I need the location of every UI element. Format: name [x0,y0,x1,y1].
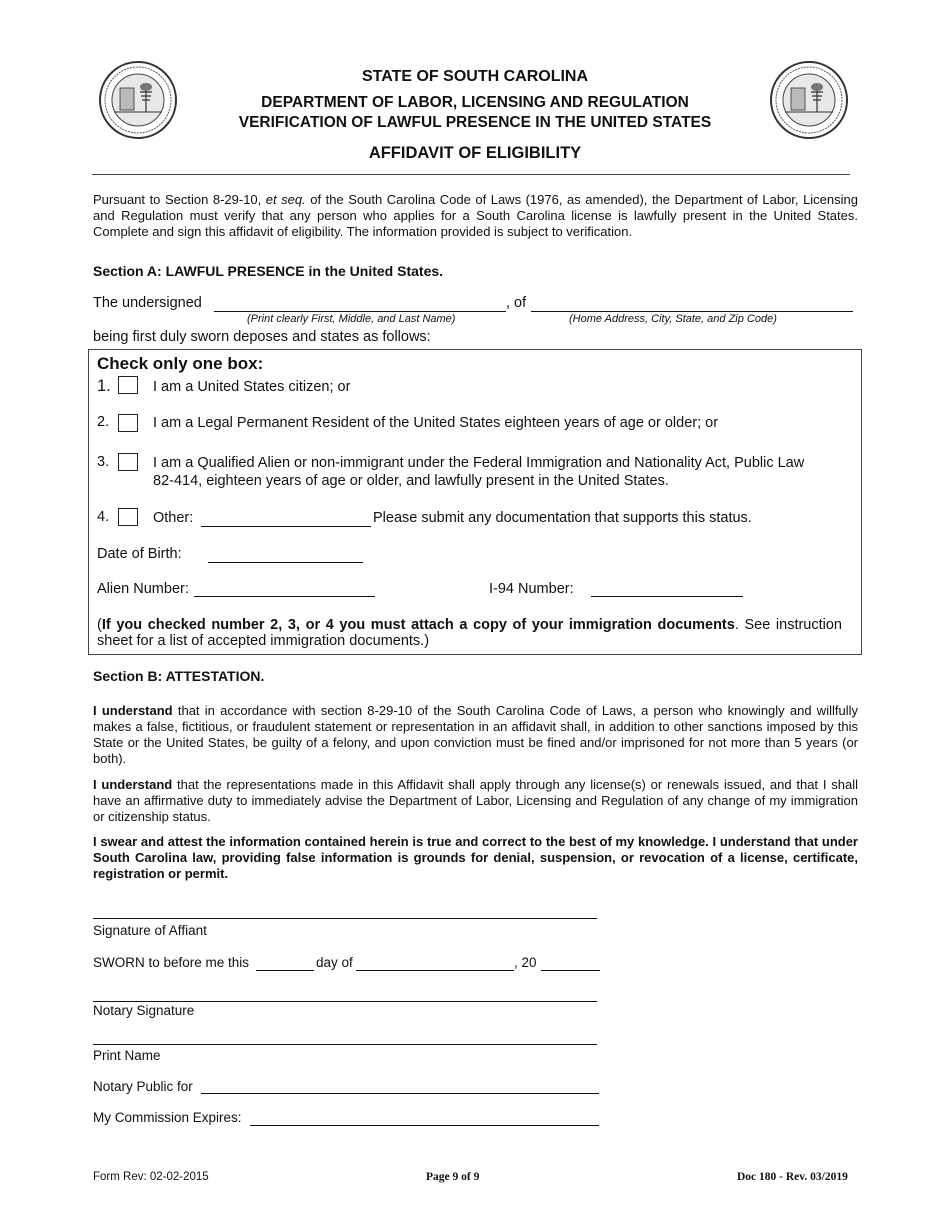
name-input[interactable] [214,311,506,312]
option-2-number: 2. [97,414,110,430]
dob-input[interactable] [208,562,363,563]
day-of-label: day of [316,955,353,970]
option-1-text: I am a United States citizen; or [153,379,351,395]
qualified-alien-checkbox[interactable] [118,453,138,471]
intro-paragraph: Pursuant to Section 8-29-10, et seq. of the South Carolina Code of Laws (1976, as amended), the Department of Labor, Licensing and Regulation must verify that any person who applies for a South Carolina license is lawfully present in the United States. Complete and sign this affidavit of eligibility. The information provided is subject to verification. [93,192,858,239]
permanent-resident-checkbox[interactable] [118,414,138,432]
form-revision: Form Rev: 02-02-2015 [93,1171,209,1183]
page-number: Page 9 of 9 [426,1171,480,1183]
print-name-label: Print Name [93,1048,161,1063]
alien-number-input[interactable] [194,596,375,597]
notary-public-for-input[interactable] [201,1093,599,1094]
sworn-day-input[interactable] [256,970,314,971]
option-2-text: I am a Legal Permanent Resident of the United States eighteen years of age or older; or [153,415,719,431]
dob-label: Date of Birth: [97,546,182,562]
commission-expires-label: My Commission Expires: [93,1110,242,1125]
header-verification: VERIFICATION OF LAWFUL PRESENCE IN THE UNITED STATES [238,114,712,131]
option-3-text-line2: 82-414, eighteen years of age or older, and lawfully present in the United States. [153,473,669,489]
check-heading: Check only one box: [97,354,264,373]
notary-signature-label: Notary Signature [93,1003,195,1018]
other-status-checkbox[interactable] [118,508,138,526]
option-4-text: Please submit any documentation that supports this status. [373,510,752,526]
option-1-number: 1. [97,377,111,395]
affiant-signature-input[interactable] [93,918,597,919]
sworn-year-input[interactable] [541,970,600,971]
commission-expires-input[interactable] [250,1125,599,1126]
option-3-text: I am a Qualified Alien or non-immigrant under the Federal Immigration and Nationality Act, Public Law [153,455,805,471]
citizen-checkbox[interactable] [118,376,138,394]
affiant-signature-label: Signature of Affiant [93,923,207,938]
address-input[interactable] [531,311,853,312]
swear-statement: I swear and attest the information contained herein is true and correct to the best of my knowledge. I understand that under South Carolina law, providing false information is grounds for denial, suspension, or revocation of a license, certificate, registration or permit. [93,834,858,881]
immigration-docs-note: (If you checked number 2, 3, or 4 you must attach a copy of your immigration documents. See instruction sheet for a list of accepted immigration documents.) [97,617,842,649]
header-department: DEPARTMENT OF LABOR, LICENSING AND REGULATION [261,94,689,111]
page-title: AFFIDAVIT OF ELIGIBILITY [368,144,582,162]
other-status-input[interactable] [201,526,371,527]
notary-signature-input[interactable] [93,1001,597,1002]
i94-number-label: I-94 Number: [489,581,574,597]
doc-revision: Doc 180 - Rev. 03/2019 [737,1171,848,1183]
sworn-text: being first duly sworn deposes and states as follows: [93,329,431,345]
i94-number-input[interactable] [591,596,743,597]
other-label: Other: [153,510,194,526]
attestation-paragraph-1: I understand that in accordance with section 8-29-10 of the South Carolina Code of Laws, a person who knowingly and willfully makes a false, fictitious, or fraudulent statement or representation in an affidavit shall, in addition to other sanctions imposed by this State or the United States, be guilty of a felony, and upon conviction must be fined and/or imprisoned for not more than 5 years (or both). [93,703,858,766]
option-3-number: 3. [97,454,110,470]
section-a-heading: Section A: LAWFUL PRESENCE in the United States. [93,263,444,279]
of-label: , of [506,295,527,311]
address-hint: (Home Address, City, State, and Zip Code) [569,313,777,325]
alien-number-label: Alien Number: [97,581,189,597]
print-name-input[interactable] [93,1044,597,1045]
section-b-heading: Section B: ATTESTATION. [93,668,265,684]
year-prefix-label: , 20 [514,955,537,970]
header-state: STATE OF SOUTH CAROLINA [361,68,589,85]
notary-public-for-label: Notary Public for [93,1079,193,1094]
sworn-label: SWORN to before me this [93,955,250,970]
undersigned-label: The undersigned [93,295,202,311]
header-divider [92,174,850,175]
option-4-number: 4. [97,509,110,525]
name-hint: (Print clearly First, Middle, and Last Name) [247,313,456,325]
sworn-month-input[interactable] [356,970,514,971]
attestation-paragraph-2: I understand that the representations made in this Affidavit shall apply through any license(s) or renewals issued, and that I shall have an affirmative duty to immediately advise the Department of Labor, Licensing and Regulation of any change of my immigration or citizenship status. [93,777,858,824]
